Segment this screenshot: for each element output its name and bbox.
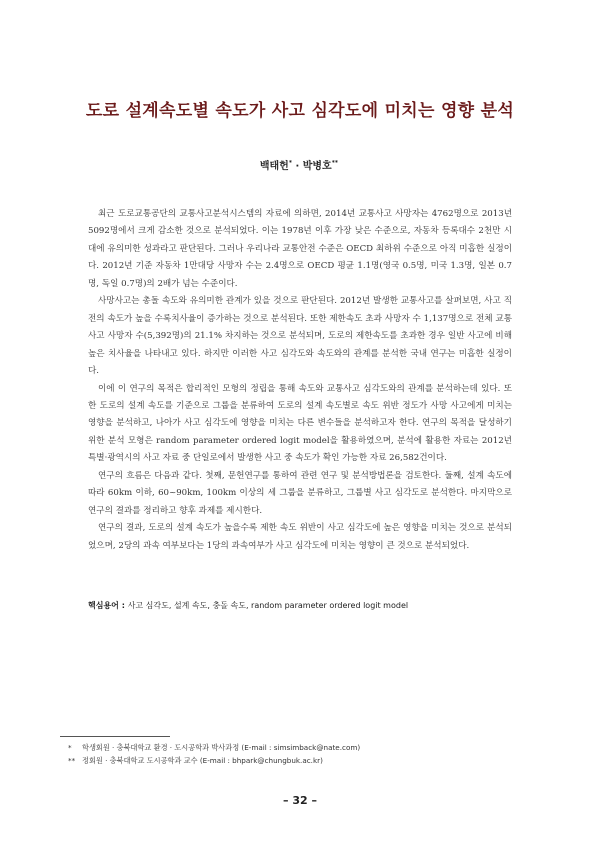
author-2-mark: **	[331, 159, 338, 167]
footnote-item	[68, 754, 360, 767]
keywords-label: 핵심용어 :	[88, 601, 128, 610]
abstract-paragraph: 연구의 결과, 도로의 설계 속도가 높을수록 제한 속도 위반이 사고 심각도에 높은 영향을 미치는 것으로 분석되었으며, 2당의 과속 여부보다는 1당의 과속여부가 사고 심각도에 미치는 영향이 큰 것으로 분석되었다.	[88, 523, 512, 551]
author-line	[260, 157, 338, 172]
paper-title: 도로 설계속도별 속도가 사고 심각도에 미치는 영향 분석	[85, 101, 515, 121]
footnote-mark: **	[68, 756, 76, 765]
abstract-paragraph: 최근 도로교통공단의 교통사고분석시스템의 자료에 의하면, 2014년 교통사고 사망자는 4762명으로 2013년 5092명에서 크게 감소한 것으로 분석되었다. 이는 1978년 이후 가장 낮은 수준으로, 자동차 등록대수 2천만 시대에 유의미한 성과라고 판단된다. 그러나 우리나라 교통안전 수준은 OECD 최하위 수준으로 아직 미흡한 실정이다. 2012년 기준 자동차 1만대당 사망자 수는 2.4명으로 OECD 평균 1.1명(영국 0.5명, 미국 1.3명, 일본 0.7명, 독일 0.7명)의 2배가 넘는 수준이다.	[88, 209, 512, 289]
abstract-body	[88, 206, 512, 555]
page-number: – 32 –	[283, 794, 317, 807]
author-1-mark: *	[288, 159, 292, 167]
abstract-paragraph: 이에 이 연구의 목적은 합리적인 모형의 정립을 통해 속도와 교통사고 심각도와의 관계를 분석하는데 있다. 또한 도로의 설계 속도를 기준으로 그룹을 분류하여 도로의 설계 속도별로 속도 위반 정도가 사망 사고에게 미치는 영향을 분석하고, 나아가 사고 심각도에 영향을 미치는 다른 변수들을 분석하고자 한다. 연구의 목적을 달성하기 위한 분석 모형은 random parameter ordered logit model을 활용하였으며, 분석에 활용한 자료는 2012년 특별·광역시의 사고 자료 중 단일로에서 발생한 사고 중 속도가 확인 가능한 자료 26,582건이다.	[88, 383, 512, 464]
keywords-line	[88, 600, 512, 611]
footnote-text: 학생회원 · 충북대학교 환경 · 도시공학과 박사과정 (E-mail : simsimback@nate.com)	[82, 743, 361, 752]
author-separator: ·	[291, 161, 303, 172]
abstract-paragraph: 사망사고는 총돌 속도와 유의미한 관계가 있을 것으로 판단된다. 2012년 발생한 교통사고를 살펴보면, 사고 직전의 속도가 높을 수록치사율이 증가하는 것으로 분석된다. 또한 제한속도 초과 사망자 수 1,137명으로 전체 교통사고 사망자 수(5,392명)의 21.1% 차지하는 것으로 분석되며, 도로의 제한속도를 초과한 경우 일반 사고에 비해 높은 치사율을 나타내고 있다. 하지만 이러한 사고 심각도와 속도와의 관계를 분석한 국내 연구는 미흡한 실정이다.	[88, 296, 512, 377]
abstract-paragraph: 연구의 흐름은 다음과 같다. 첫째, 문헌연구를 통하여 관련 연구 및 분석방법론을 검토한다. 둘째, 설계 속도에 따라 60km 이하, 60~90km, 100km 이상의 세 그룹을 분류하고, 그룹별 사고 심각도로 분석한다. 마지막으로 연구의 결과를 정리하고 향후 과제를 제시한다.	[88, 470, 512, 516]
author-1-name: 백태헌	[259, 161, 289, 172]
keywords-text: 사고 심각도, 설계 속도, 충돌 속도, random parameter ordered logit model	[127, 601, 409, 610]
footnote-item	[68, 741, 360, 754]
author-2-name: 박병호	[302, 161, 332, 172]
footnote-text: 정회원 · 충북대학교 도시공학과 교수 (E-mail : bhpark@chungbuk.ac.kr)	[82, 756, 323, 765]
footnotes	[68, 741, 360, 767]
footnote-divider	[60, 736, 170, 737]
footnote-mark: *	[68, 743, 72, 752]
